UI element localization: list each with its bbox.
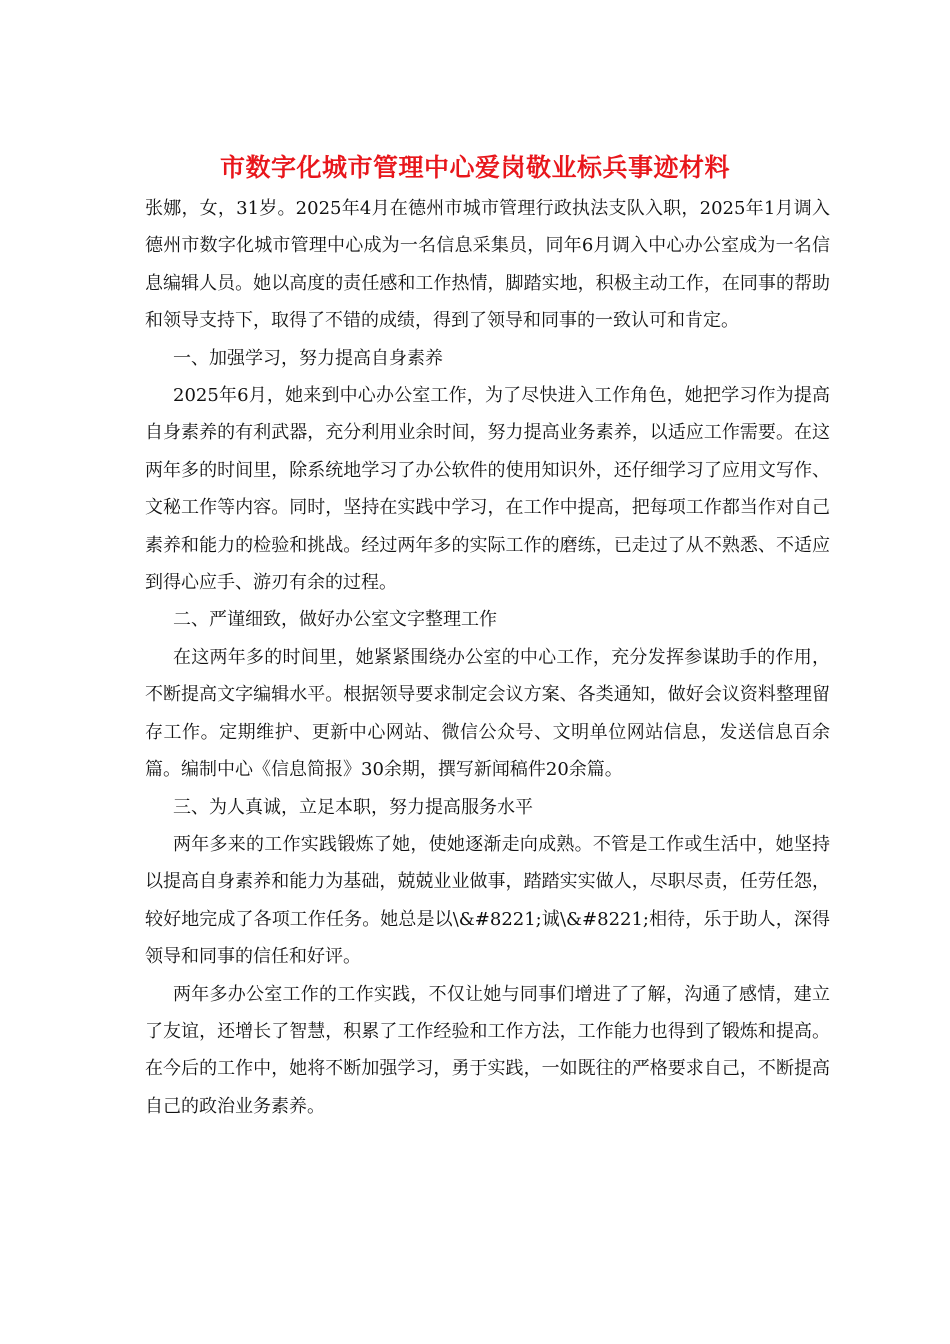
section-2-paragraph: 在这两年多的时间里，她紧紧围绕办公室的中心工作，充分发挥参谋助手的作用，不断提高文字编辑水平。根据领导要求制定会议方案、各类通知，做好会议资料整理留存工作。定期维护、更新中心网站、微信公众号、文明单位网站信息，发送信息百余篇。编制中心《信息简报》30余期，撰写新闻稿件20余篇。 (145, 646, 830, 781)
section-heading-2: 二、严谨细致，做好办公室文字整理工作 (173, 609, 497, 631)
section-heading-1: 一、加强学习，努力提高自身素养 (173, 347, 443, 369)
section-3-paragraph: 两年多来的工作实践锻炼了她，使她逐渐走向成熟。不管是工作或生活中，她坚持以提高自身素养和能力为基础，兢兢业业做事，踏踏实实做人，尽职尽责，任劳任怨，较好地完成了各项工作任务。她总是以\&#8221;诚\&#8221;相待，乐于助人，深得领导和同事的信任和好评。 (145, 833, 830, 968)
document-title: 市数字化城市管理中心爱岗敬业标兵事迹材料 (219, 153, 730, 182)
section-1-paragraph: 2025年6月，她来到中心办公室工作，为了尽快进入工作角色，她把学习作为提高自身素养的有利武器，充分利用业余时间，努力提高业务素养，以适应工作需要。在这两年多的时间里，除系统地学习了办公软件的使用知识外，还仔细学习了应用文写作、文秘工作等内容。同时，坚持在实践中学习，在工作中提高，把每项工作都当作对自己素养和能力的检验和挑战。经过两年多的实际工作的磨练，已走过了从不熟悉、不适应到得心应手、游刃有余的过程。 (145, 385, 830, 594)
closing-paragraph: 两年多办公室工作的工作实践，不仅让她与同事们增进了了解，沟通了感情，建立了友谊，还增长了智慧，积累了工作经验和工作方法，工作能力也得到了锻炼和提高。在今后的工作中，她将不断加强学习，勇于实践，一如既往的严格要求自己，不断提高自己的政治业务素养。 (145, 983, 830, 1117)
intro-paragraph: 张娜，女，31岁。2025年4月在德州市城市管理行政执法支队入职，2025年1月调入德州市数字化城市管理中心成为一名信息采集员，同年6月调入中心办公室成为一名信息编辑人员。她以高度的责任感和工作热情，脚踏实地，积极主动工作，在同事的帮助和领导支持下，取得了不错的成绩，得到了领导和同事的一致认可和肯定。 (145, 198, 830, 332)
section-heading-3: 三、为人真诚，立足本职，努力提高服务水平 (173, 796, 533, 818)
document-body (145, 190, 830, 1125)
